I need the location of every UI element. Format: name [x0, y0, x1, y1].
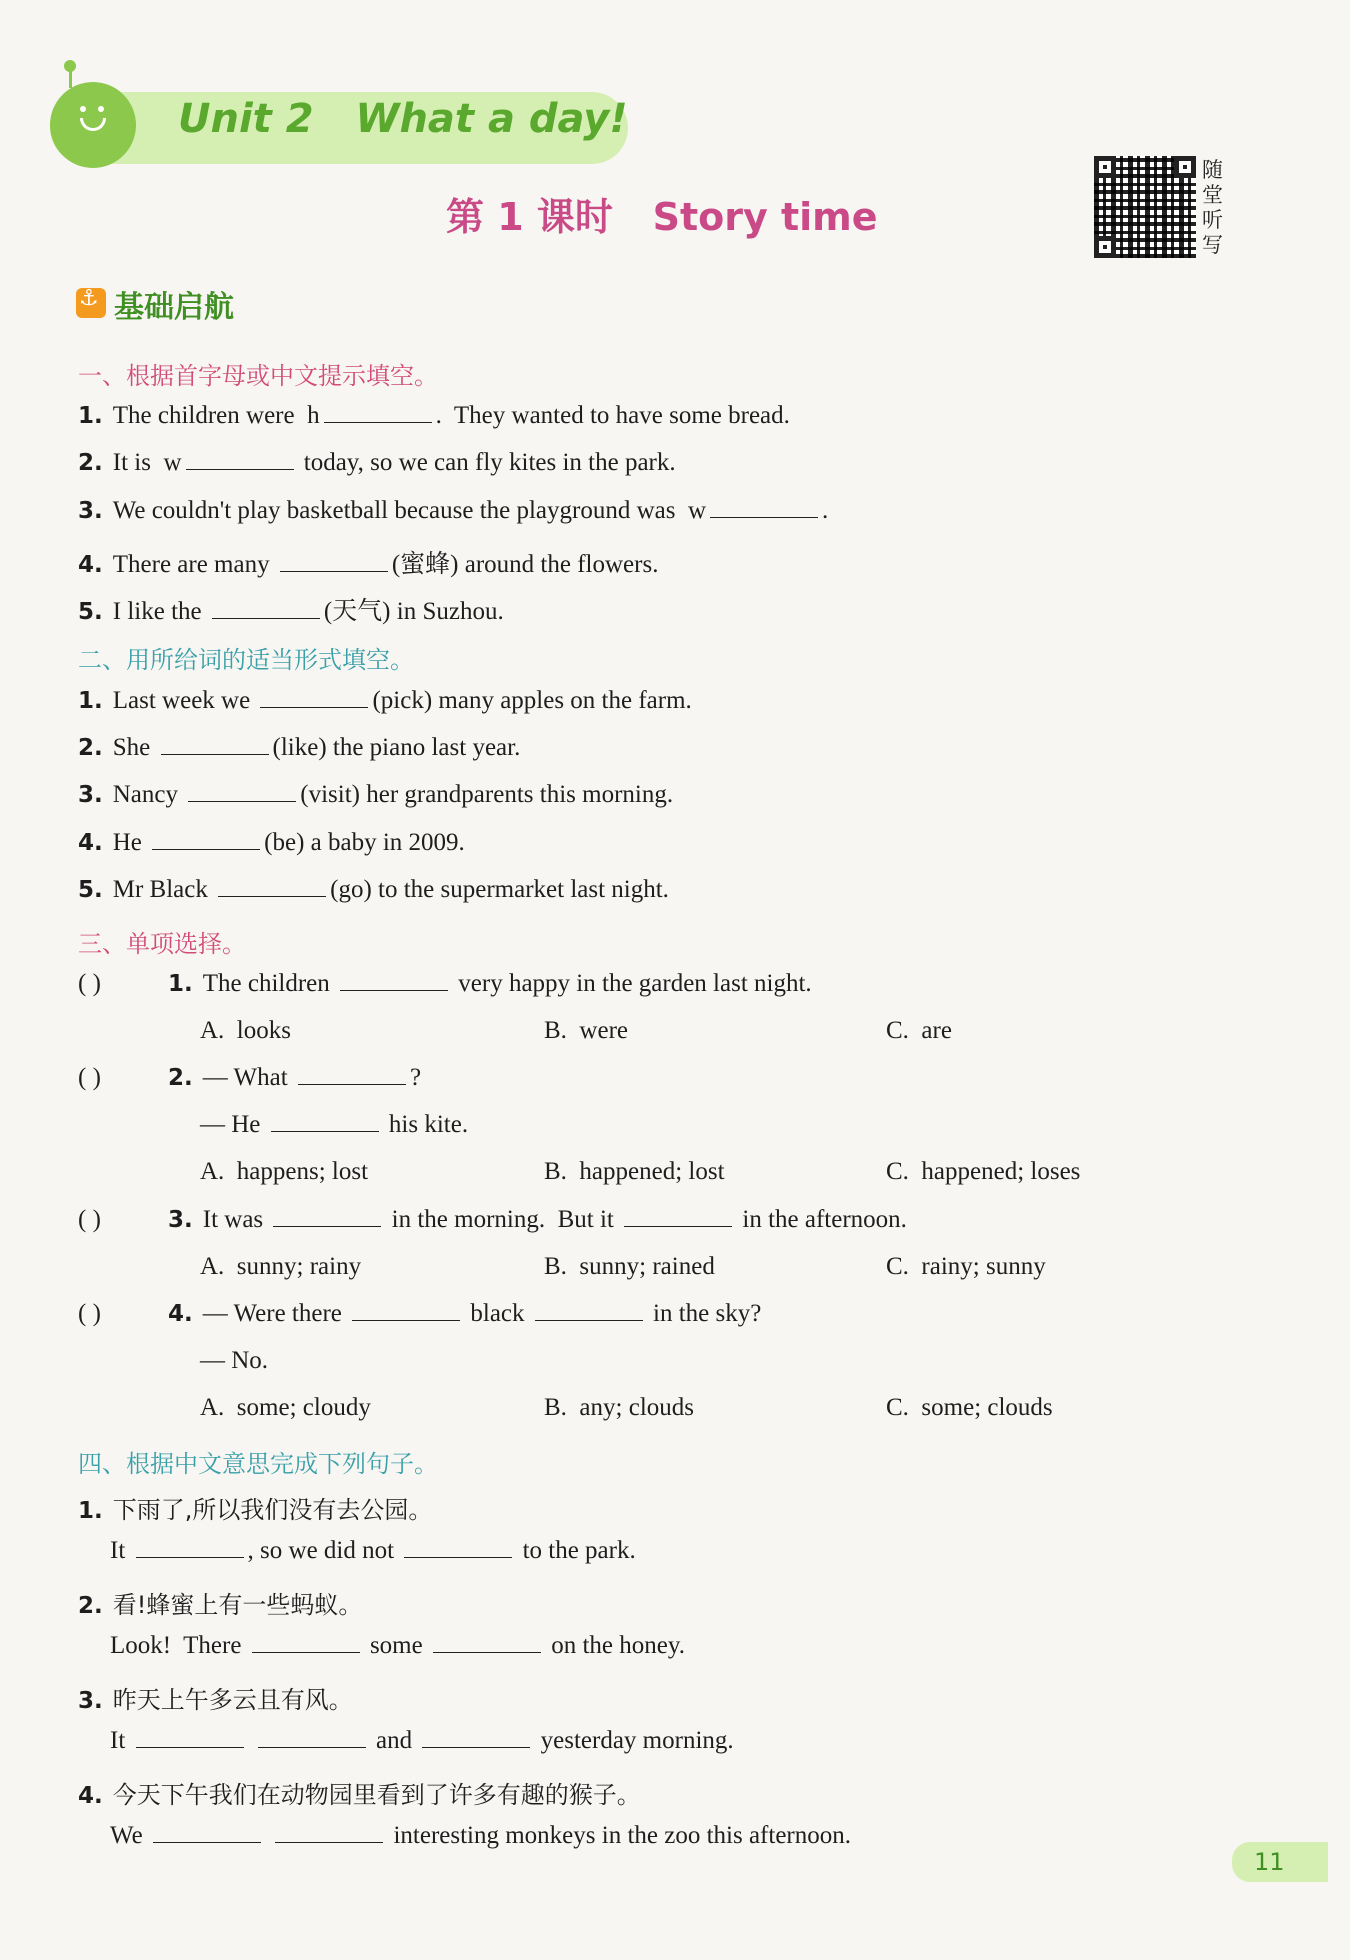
option-c[interactable]: C. rainy; sunny: [886, 1253, 1046, 1280]
answer-blank[interactable]: [188, 781, 296, 802]
chinese-prompt: [78, 1680, 353, 1715]
chinese-prompt: [78, 1775, 641, 1810]
exercise-line: [78, 402, 790, 430]
item-number: 2.: [78, 1593, 103, 1619]
item-number: 4.: [168, 1301, 193, 1327]
item-text: in the sky?: [646, 1300, 762, 1327]
basics-title: 基础启航: [114, 290, 234, 325]
item-number: 1.: [78, 688, 103, 714]
answer-line: [110, 1822, 851, 1850]
item-text: There are many: [112, 551, 276, 578]
answer-parenthesis[interactable]: ( ): [78, 1206, 101, 1233]
item-text: 下雨了,所以我们没有去公园。: [112, 1496, 433, 1524]
option-a[interactable]: A. sunny; rainy: [200, 1253, 362, 1280]
exercise-line: [78, 497, 828, 525]
item-text: It was: [202, 1206, 270, 1233]
item-text: The children: [202, 970, 337, 997]
section-title: 四、根据中文意思完成下列句子。: [78, 1450, 438, 1478]
option-b[interactable]: B. sunny; rained: [544, 1253, 715, 1280]
answer-parenthesis[interactable]: ( ): [78, 1064, 101, 1091]
item-text: She: [112, 734, 157, 761]
answer-blank[interactable]: [136, 1537, 244, 1558]
item-number: 2.: [168, 1065, 193, 1091]
answer-line: [110, 1537, 636, 1565]
section-title: 一、根据首字母或中文提示填空。: [78, 362, 438, 390]
item-text: It: [110, 1537, 132, 1564]
answer-blank[interactable]: [710, 497, 818, 518]
item-text: interesting monkeys in the zoo this afternoon.: [387, 1822, 851, 1849]
item-number: 2.: [78, 735, 103, 761]
answer-blank[interactable]: [161, 734, 269, 755]
qr-finder: [1094, 236, 1116, 258]
answer-blank[interactable]: [136, 1727, 244, 1748]
mascot-antenna-ball: [64, 60, 76, 72]
answer-blank[interactable]: [433, 1632, 541, 1653]
item-number: 4.: [78, 830, 103, 856]
option-b[interactable]: B. were: [544, 1017, 628, 1044]
item-text: Nancy: [112, 781, 185, 808]
item-text: (go) to the supermarket last night.: [330, 876, 669, 903]
item-text: and: [369, 1727, 419, 1754]
mascot-eye-icon: [80, 106, 86, 112]
item-text: We: [110, 1822, 149, 1849]
answer-line: [110, 1632, 685, 1660]
item-text: We couldn't play basketball because the playground was w: [112, 497, 707, 524]
item-text: ?: [409, 1064, 422, 1091]
answer-blank[interactable]: [271, 1111, 379, 1132]
option-b[interactable]: B. happened; lost: [544, 1158, 725, 1185]
option-b[interactable]: B. any; clouds: [544, 1394, 694, 1421]
item-text: [248, 1727, 254, 1754]
answer-blank[interactable]: [298, 1064, 406, 1085]
answer-blank[interactable]: [340, 970, 448, 991]
item-text: 看!蜂蜜上有一些蚂蚁。: [112, 1591, 363, 1619]
exercise-line: [78, 449, 676, 477]
item-text: He: [112, 829, 149, 856]
item-text: The children were h: [112, 402, 320, 429]
exercise-line: [78, 734, 520, 762]
item-number: 3.: [78, 498, 103, 524]
item-text: (be) a baby in 2009.: [264, 829, 465, 856]
item-text: It is w: [112, 449, 182, 476]
item-text: on the honey.: [544, 1632, 685, 1659]
item-number: 5.: [78, 599, 103, 625]
option-a[interactable]: A. looks: [200, 1017, 291, 1044]
item-number: 4.: [78, 552, 103, 578]
answer-parenthesis[interactable]: ( ): [78, 970, 101, 997]
answer-blank[interactable]: [535, 1300, 643, 1321]
exercise-line: [78, 876, 669, 904]
qr-label: 随堂听写: [1202, 158, 1223, 257]
answer-blank[interactable]: [624, 1206, 732, 1227]
answer-line: — No.: [200, 1347, 269, 1374]
option-a[interactable]: A. happens; lost: [200, 1158, 369, 1185]
item-text: in the morning. But it: [385, 1206, 621, 1233]
answer-blank[interactable]: [273, 1206, 381, 1227]
question-line: [200, 1111, 468, 1139]
unit-title: Unit 2 What a day!: [178, 96, 628, 142]
answer-blank[interactable]: [275, 1822, 383, 1843]
answer-blank[interactable]: [260, 687, 368, 708]
anchor-icon: [76, 288, 106, 318]
item-text: 昨天上午多云且有风。: [112, 1686, 353, 1714]
answer-blank[interactable]: [422, 1727, 530, 1748]
question-line: [168, 1064, 421, 1092]
qr-finder: [1174, 156, 1196, 178]
item-number: 2.: [78, 450, 103, 476]
item-number: 1.: [168, 971, 193, 997]
item-text: [265, 1822, 271, 1849]
question-line: [168, 1206, 907, 1234]
item-number: 1.: [78, 1498, 103, 1524]
answer-blank[interactable]: [218, 876, 326, 897]
item-number: 3.: [168, 1207, 193, 1233]
item-text: (pick) many apples on the farm.: [372, 687, 692, 714]
item-number: 1.: [78, 403, 103, 429]
item-text: his kite.: [382, 1111, 469, 1138]
answer-blank[interactable]: [152, 829, 260, 850]
section-title: 二、用所给词的适当形式填空。: [78, 646, 414, 674]
item-text: , so we did not: [247, 1537, 401, 1564]
answer-blank[interactable]: [352, 1300, 460, 1321]
item-text: some: [363, 1632, 429, 1659]
item-text: (like) the piano last year.: [272, 734, 521, 761]
answer-blank[interactable]: [404, 1537, 512, 1558]
item-text: — He: [200, 1111, 267, 1138]
qr-code-icon[interactable]: [1094, 156, 1196, 258]
item-number: 4.: [78, 1783, 103, 1809]
item-text: . They wanted to have some bread.: [435, 402, 790, 429]
question-line: [168, 970, 812, 998]
answer-blank[interactable]: [258, 1727, 366, 1748]
item-number: 3.: [78, 1688, 103, 1714]
item-text: I like the: [112, 598, 208, 625]
item-text: (天气) in Suzhou.: [323, 598, 504, 625]
item-text: black: [464, 1300, 531, 1327]
chinese-prompt: [78, 1585, 362, 1620]
answer-blank[interactable]: [252, 1632, 360, 1653]
exercise-line: [78, 829, 465, 857]
question-line: [168, 1300, 761, 1328]
qr-finder: [1094, 156, 1116, 178]
page-number: 11: [1254, 1848, 1285, 1876]
item-number: 3.: [78, 782, 103, 808]
option-a[interactable]: A. some; cloudy: [200, 1394, 371, 1421]
item-text: Mr Black: [112, 876, 215, 903]
item-text: yesterday morning.: [534, 1727, 734, 1754]
answer-parenthesis[interactable]: ( ): [78, 1300, 101, 1327]
answer-blank[interactable]: [280, 551, 388, 572]
answer-blank[interactable]: [186, 449, 294, 470]
item-text: Last week we: [112, 687, 257, 714]
option-c[interactable]: C. some; clouds: [886, 1394, 1053, 1421]
item-number: 5.: [78, 877, 103, 903]
item-text: It: [110, 1727, 132, 1754]
answer-line: [110, 1727, 734, 1755]
item-text: .: [822, 497, 829, 524]
option-c[interactable]: C. are: [886, 1017, 952, 1044]
item-text: 今天下午我们在动物园里看到了许多有趣的猴子。: [112, 1781, 641, 1809]
page-number-tab: [1232, 1842, 1328, 1882]
item-text: (蜜蜂) around the flowers.: [391, 551, 659, 578]
exercise-line: [78, 544, 658, 580]
answer-blank[interactable]: [324, 402, 432, 423]
answer-blank[interactable]: [153, 1822, 261, 1843]
item-text: Look! There: [110, 1632, 248, 1659]
item-text: very happy in the garden last night.: [452, 970, 812, 997]
item-text: — Were there: [202, 1300, 349, 1327]
answer-blank[interactable]: [212, 598, 320, 619]
item-text: to the park.: [516, 1537, 636, 1564]
exercise-line: [78, 781, 673, 809]
item-text: in the afternoon.: [736, 1206, 907, 1233]
lesson-title: 第 1 课时 Story time: [446, 195, 878, 239]
option-c[interactable]: C. happened; loses: [886, 1158, 1081, 1185]
exercise-line: [78, 591, 504, 627]
exercise-line: [78, 687, 692, 715]
item-text: today, so we can fly kites in the park.: [297, 449, 676, 476]
item-text: — What: [202, 1064, 294, 1091]
section-title: 三、单项选择。: [78, 930, 246, 958]
mascot-eye-icon: [98, 106, 104, 112]
item-text: (visit) her grandparents this morning.: [300, 781, 674, 808]
chinese-prompt: [78, 1490, 432, 1525]
